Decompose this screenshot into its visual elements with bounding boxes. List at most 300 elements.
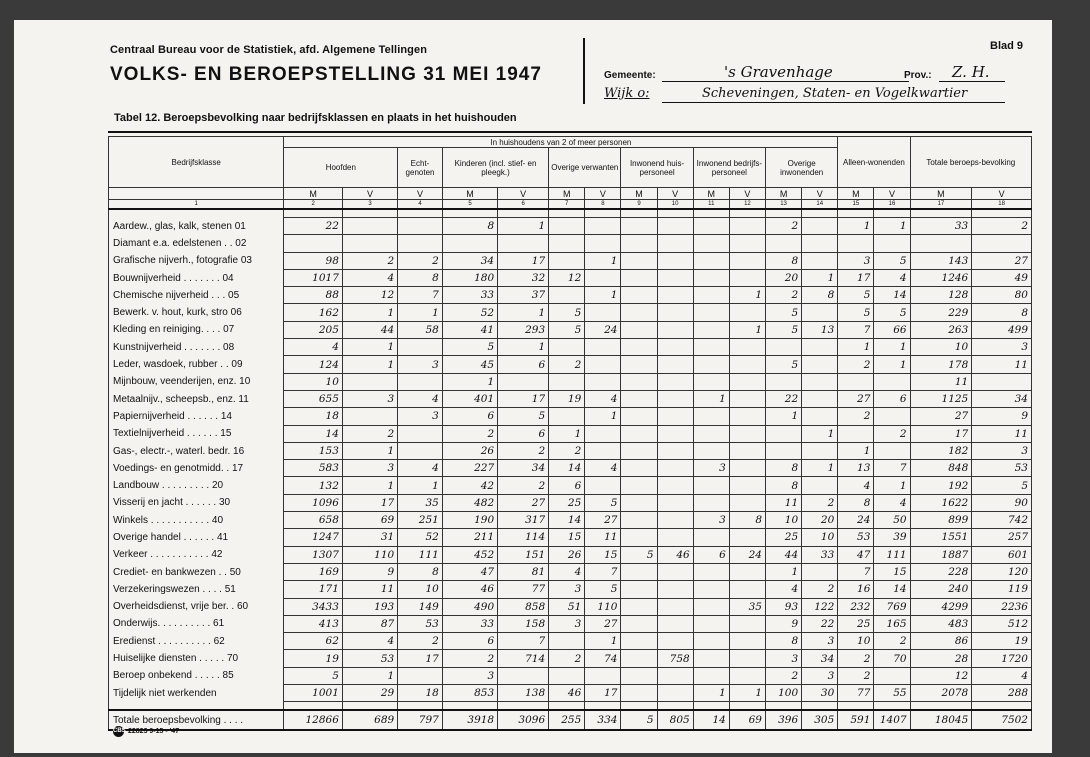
- table-cell: 151: [498, 546, 549, 563]
- spacer-cell: [874, 702, 910, 711]
- table-cell: [442, 235, 497, 252]
- table-cell: 53: [342, 650, 397, 667]
- table-cell: [342, 373, 397, 390]
- table-cell: 8: [766, 252, 802, 269]
- table-cell: 2: [549, 356, 585, 373]
- table-cell: [657, 442, 693, 459]
- table-cell: 2: [874, 633, 910, 650]
- table-cell: 2: [442, 425, 497, 442]
- table-cell: [621, 667, 657, 684]
- table-cell: 124: [284, 356, 342, 373]
- table-cell: 601: [972, 546, 1032, 563]
- table-cell: 33: [442, 287, 497, 304]
- table-cell: [729, 304, 765, 321]
- table-cell: 5: [585, 494, 621, 511]
- table-cell: [693, 373, 729, 390]
- table-cell: 17: [838, 269, 874, 286]
- table-cell: 1: [498, 339, 549, 356]
- table-cell: 15: [874, 563, 910, 580]
- column-number: 7: [549, 200, 585, 210]
- table-cell: [874, 408, 910, 425]
- class-label: Textielnijverheid . . . . . . 15: [109, 425, 284, 442]
- header-inwonend-huispersoneel: Inwonend huis-personeel: [621, 148, 693, 188]
- table-cell: [693, 598, 729, 615]
- table-cell: 7502: [972, 710, 1032, 730]
- table-cell: 47: [838, 546, 874, 563]
- table-cell: [657, 304, 693, 321]
- table-cell: 1001: [284, 685, 342, 702]
- table-cell: [657, 598, 693, 615]
- table-cell: [621, 598, 657, 615]
- table-cell: 25: [549, 494, 585, 511]
- table-cell: [802, 304, 838, 321]
- table-row: [109, 408, 1032, 425]
- table-cell: [498, 667, 549, 684]
- table-cell: 12: [549, 269, 585, 286]
- class-label: Crediet- en bankwezen . . 50: [109, 563, 284, 580]
- table-cell: 7: [398, 287, 443, 304]
- table-cell: 7: [498, 633, 549, 650]
- table-cell: 132: [284, 477, 342, 494]
- table-cell: 53: [838, 529, 874, 546]
- column-number: 14: [802, 200, 838, 210]
- table-row: [109, 667, 1032, 684]
- table-cell: 305: [802, 710, 838, 730]
- table-cell: 2: [398, 633, 443, 650]
- table-cell: [802, 252, 838, 269]
- table-cell: 8: [766, 477, 802, 494]
- column-number: 18: [972, 200, 1032, 210]
- table-cell: 3: [838, 252, 874, 269]
- sex-label: V: [585, 188, 621, 200]
- table-cell: 9: [342, 563, 397, 580]
- table-cell: 19: [549, 390, 585, 407]
- table-cell: 5: [549, 321, 585, 338]
- table-cell: [729, 356, 765, 373]
- spacer-cell: [549, 209, 585, 218]
- spacer-cell: [442, 209, 497, 218]
- table-row: [109, 304, 1032, 321]
- table-cell: 24: [585, 321, 621, 338]
- table-cell: [693, 615, 729, 632]
- class-label: Chemische nijverheid . . . 05: [109, 287, 284, 304]
- table-cell: [621, 529, 657, 546]
- table-cell: 5: [972, 477, 1032, 494]
- sex-label: M: [284, 188, 342, 200]
- table-row: [109, 390, 1032, 407]
- table-cell: [693, 218, 729, 235]
- table-cell: 44: [342, 321, 397, 338]
- sex-label-row: [109, 188, 1032, 200]
- table-cell: 27: [585, 615, 621, 632]
- table-cell: 15: [585, 546, 621, 563]
- table-cell: 1622: [910, 494, 972, 511]
- table-cell: [802, 218, 838, 235]
- table-cell: 58: [398, 321, 443, 338]
- table-cell: [766, 425, 802, 442]
- table-cell: 11: [972, 425, 1032, 442]
- table-cell: 50: [874, 512, 910, 529]
- table-cell: 153: [284, 442, 342, 459]
- table-cell: 1: [729, 287, 765, 304]
- table-cell: [729, 235, 765, 252]
- table-cell: 66: [874, 321, 910, 338]
- wijk-value: Scheveningen, Staten- en Vogelkwartier: [702, 86, 968, 101]
- table-cell: 20: [766, 269, 802, 286]
- table-cell: [398, 667, 443, 684]
- table-cell: 18: [284, 408, 342, 425]
- table-cell: 5: [621, 546, 657, 563]
- table-row: [109, 563, 1032, 580]
- table-cell: [729, 477, 765, 494]
- table-cell: [342, 235, 397, 252]
- data-table: [108, 136, 1032, 731]
- table-cell: [621, 512, 657, 529]
- table-row: [109, 633, 1032, 650]
- table-cell: 6: [498, 425, 549, 442]
- table-cell: 158: [498, 615, 549, 632]
- table-cell: 1: [874, 477, 910, 494]
- table-cell: [621, 235, 657, 252]
- table-cell: 45: [442, 356, 497, 373]
- sex-label: V: [657, 188, 693, 200]
- table-cell: 143: [910, 252, 972, 269]
- table-cell: 1: [729, 685, 765, 702]
- table-cell: [621, 269, 657, 286]
- table-cell: 4: [585, 390, 621, 407]
- table-cell: 10: [802, 529, 838, 546]
- table-cell: 9: [766, 615, 802, 632]
- table-cell: 655: [284, 390, 342, 407]
- table-cell: 3: [549, 581, 585, 598]
- table-cell: 211: [442, 529, 497, 546]
- table-cell: 293: [498, 321, 549, 338]
- class-label: Winkels . . . . . . . . . . . 40: [109, 512, 284, 529]
- table-cell: [766, 339, 802, 356]
- column-number: 5: [442, 200, 497, 210]
- table-cell: [874, 442, 910, 459]
- table-cell: 1017: [284, 269, 342, 286]
- table-cell: [621, 633, 657, 650]
- class-label: Kleding en reiniging. . . . 07: [109, 321, 284, 338]
- column-number: 2: [284, 200, 342, 210]
- table-cell: 9: [972, 408, 1032, 425]
- table-cell: 1: [342, 304, 397, 321]
- table-cell: [657, 563, 693, 580]
- form-header: [110, 44, 542, 86]
- spacer-cell: [657, 702, 693, 711]
- table-cell: [729, 650, 765, 667]
- table-cell: 27: [498, 494, 549, 511]
- table-cell: [766, 235, 802, 252]
- table-cell: [910, 235, 972, 252]
- table-cell: [657, 373, 693, 390]
- table-cell: 2: [549, 650, 585, 667]
- table-cell: 10: [910, 339, 972, 356]
- table-cell: [621, 615, 657, 632]
- table-cell: [657, 287, 693, 304]
- class-label: Eredienst . . . . . . . . . . 62: [109, 633, 284, 650]
- table-cell: 34: [498, 460, 549, 477]
- table-cell: 853: [442, 685, 497, 702]
- table-cell: [621, 460, 657, 477]
- table-cell: 69: [729, 710, 765, 730]
- print-footer: [113, 726, 179, 737]
- table-cell: [729, 218, 765, 235]
- table-cell: 413: [284, 615, 342, 632]
- table-cell: 34: [972, 390, 1032, 407]
- table-cell: 4: [398, 460, 443, 477]
- table-cell: [657, 356, 693, 373]
- table-cell: 1: [498, 304, 549, 321]
- table-cell: 2: [342, 425, 397, 442]
- sex-label: V: [802, 188, 838, 200]
- table-cell: [693, 477, 729, 494]
- table-cell: 1: [838, 339, 874, 356]
- class-label: Overige handel . . . . . . 41: [109, 529, 284, 546]
- table-cell: [802, 408, 838, 425]
- table-cell: 2: [874, 425, 910, 442]
- table-cell: 1: [585, 252, 621, 269]
- header-divider: [583, 38, 585, 104]
- table-cell: 499: [972, 321, 1032, 338]
- table-cell: 162: [284, 304, 342, 321]
- column-number: 17: [910, 200, 972, 210]
- table-cell: 5: [549, 304, 585, 321]
- table-cell: 899: [910, 512, 972, 529]
- table-cell: 3: [693, 512, 729, 529]
- table-cell: [585, 425, 621, 442]
- table-cell: [621, 581, 657, 598]
- sex-label: V: [342, 188, 397, 200]
- table-cell: 128: [910, 287, 972, 304]
- table-cell: 10: [398, 581, 443, 598]
- table-row: [109, 442, 1032, 459]
- table-cell: 1: [342, 667, 397, 684]
- table-cell: 193: [342, 598, 397, 615]
- table-cell: 190: [442, 512, 497, 529]
- table-cell: 171: [284, 581, 342, 598]
- gemeente-value: 's Gravenhage: [724, 63, 833, 81]
- spacer-cell: [109, 209, 284, 218]
- table-cell: 2: [766, 667, 802, 684]
- table-cell: 90: [972, 494, 1032, 511]
- table-cell: 5: [766, 321, 802, 338]
- table-cell: [284, 235, 342, 252]
- table-cell: 1551: [910, 529, 972, 546]
- table-cell: 1307: [284, 546, 342, 563]
- table-cell: [802, 373, 838, 390]
- table-cell: 3: [766, 650, 802, 667]
- spacer-cell: [342, 702, 397, 711]
- table-cell: [729, 460, 765, 477]
- table-cell: [398, 339, 443, 356]
- table-cell: 88: [284, 287, 342, 304]
- table-cell: 111: [874, 546, 910, 563]
- table-cell: 6: [442, 633, 497, 650]
- table-cell: 169: [284, 563, 342, 580]
- table-cell: 119: [972, 581, 1032, 598]
- table-cell: 5: [838, 287, 874, 304]
- column-number: 3: [342, 200, 397, 210]
- class-label: Papiernijverheid . . . . . . 14: [109, 408, 284, 425]
- table-cell: 797: [398, 710, 443, 730]
- table-cell: 5: [874, 304, 910, 321]
- spacer-cell: [802, 702, 838, 711]
- table-cell: 70: [874, 650, 910, 667]
- table-cell: 16: [838, 581, 874, 598]
- table-cell: 1: [802, 425, 838, 442]
- table-cell: 1887: [910, 546, 972, 563]
- table-cell: 742: [972, 512, 1032, 529]
- table-row: [109, 477, 1032, 494]
- table-cell: [398, 425, 443, 442]
- header-alleenwonenden: Alleen-wonenden: [838, 137, 910, 188]
- table-cell: 1: [729, 321, 765, 338]
- table-cell: 591: [838, 710, 874, 730]
- table-cell: 490: [442, 598, 497, 615]
- table-cell: 3: [442, 667, 497, 684]
- wijk-label: Wijk o:: [604, 86, 650, 101]
- province-label: Prov.:: [904, 70, 932, 81]
- province-underline: [939, 81, 1005, 82]
- table-row: [109, 546, 1032, 563]
- table-cell: [398, 373, 443, 390]
- table-row: [109, 218, 1032, 235]
- table-cell: 46: [657, 546, 693, 563]
- table-cell: [657, 633, 693, 650]
- gemeente-underline: [662, 81, 909, 82]
- table-cell: 5: [442, 339, 497, 356]
- table-cell: 317: [498, 512, 549, 529]
- table-row: [109, 581, 1032, 598]
- table-cell: [729, 269, 765, 286]
- table-cell: 110: [342, 546, 397, 563]
- table-cell: [802, 235, 838, 252]
- spacer-cell: [729, 702, 765, 711]
- sex-label: M: [838, 188, 874, 200]
- table-cell: 17: [342, 494, 397, 511]
- table-cell: 452: [442, 546, 497, 563]
- class-label: Aardew., glas, kalk, stenen 01: [109, 218, 284, 235]
- table-cell: 13: [802, 321, 838, 338]
- form-title: VOLKS- EN BEROEPSTELLING 31 MEI 1947: [110, 64, 542, 85]
- column-number: 4: [398, 200, 443, 210]
- table-cell: 227: [442, 460, 497, 477]
- table-cell: 3: [693, 460, 729, 477]
- table-cell: [549, 408, 585, 425]
- wijk-underline: [662, 102, 1005, 103]
- column-number: 13: [766, 200, 802, 210]
- table-cell: 3918: [442, 710, 497, 730]
- table-cell: 3: [342, 390, 397, 407]
- table-cell: [621, 218, 657, 235]
- table-row: [109, 321, 1032, 338]
- table-cell: [693, 287, 729, 304]
- table-cell: [657, 685, 693, 702]
- table-cell: 240: [910, 581, 972, 598]
- table-cell: [585, 477, 621, 494]
- table-cell: 182: [910, 442, 972, 459]
- table-cell: 1: [874, 356, 910, 373]
- table-cell: 1: [585, 408, 621, 425]
- table-cell: 19: [284, 650, 342, 667]
- table-cell: [838, 235, 874, 252]
- table-cell: 2: [442, 650, 497, 667]
- sex-label: V: [398, 188, 443, 200]
- header-hoofden: Hoofden: [284, 148, 398, 188]
- class-label: Voedings- en genotmidd. . 17: [109, 460, 284, 477]
- table-cell: 27: [910, 408, 972, 425]
- table-cell: 4: [972, 667, 1032, 684]
- table-cell: 52: [398, 529, 443, 546]
- table-cell: [549, 339, 585, 356]
- table-cell: 6: [549, 477, 585, 494]
- table-cell: 2: [802, 581, 838, 598]
- table-cell: 1096: [284, 494, 342, 511]
- table-cell: [729, 252, 765, 269]
- table-cell: 11: [766, 494, 802, 511]
- table-cell: 111: [398, 546, 443, 563]
- table-cell: 3: [972, 442, 1032, 459]
- spacer-cell: [442, 702, 497, 711]
- table-cell: 3096: [498, 710, 549, 730]
- table-cell: 17: [585, 685, 621, 702]
- table-cell: 10: [284, 373, 342, 390]
- table-cell: [398, 442, 443, 459]
- table-cell: 98: [284, 252, 342, 269]
- table-cell: 255: [549, 710, 585, 730]
- table-cell: [693, 356, 729, 373]
- table-cell: 1: [874, 339, 910, 356]
- table-cell: [729, 563, 765, 580]
- total-row: [109, 710, 1032, 730]
- spacer-row: [109, 702, 1032, 711]
- table-cell: 7: [874, 460, 910, 477]
- table-cell: 11: [585, 529, 621, 546]
- table-cell: [729, 633, 765, 650]
- table-cell: [972, 373, 1032, 390]
- class-label: Beroep onbekend . . . . . 85: [109, 667, 284, 684]
- table-cell: 53: [972, 460, 1032, 477]
- table-cell: 3: [342, 460, 397, 477]
- table-cell: [621, 287, 657, 304]
- table-cell: 100: [766, 685, 802, 702]
- table-cell: [693, 494, 729, 511]
- table-cell: 14: [549, 512, 585, 529]
- table-cell: 122: [802, 598, 838, 615]
- province-value: Z. H.: [952, 63, 990, 81]
- header-echtgenoten: Echt-genoten: [398, 148, 443, 188]
- table-cell: 18045: [910, 710, 972, 730]
- table-cell: 769: [874, 598, 910, 615]
- table-cell: 1: [585, 287, 621, 304]
- table-cell: 1407: [874, 710, 910, 730]
- table-cell: [729, 425, 765, 442]
- class-label: Diamant e.a. edelstenen . . 02: [109, 235, 284, 252]
- class-label: Metaalnijv., scheepsb., enz. 11: [109, 390, 284, 407]
- table-cell: 401: [442, 390, 497, 407]
- table-cell: 8: [802, 287, 838, 304]
- table-cell: 1: [342, 477, 397, 494]
- table-cell: 658: [284, 512, 342, 529]
- header-overige-verwanten: Overige verwanten: [549, 148, 621, 188]
- table-cell: 165: [874, 615, 910, 632]
- table-cell: 1: [766, 563, 802, 580]
- table-cell: [693, 563, 729, 580]
- table-cell: 32: [498, 269, 549, 286]
- table-cell: 13: [838, 460, 874, 477]
